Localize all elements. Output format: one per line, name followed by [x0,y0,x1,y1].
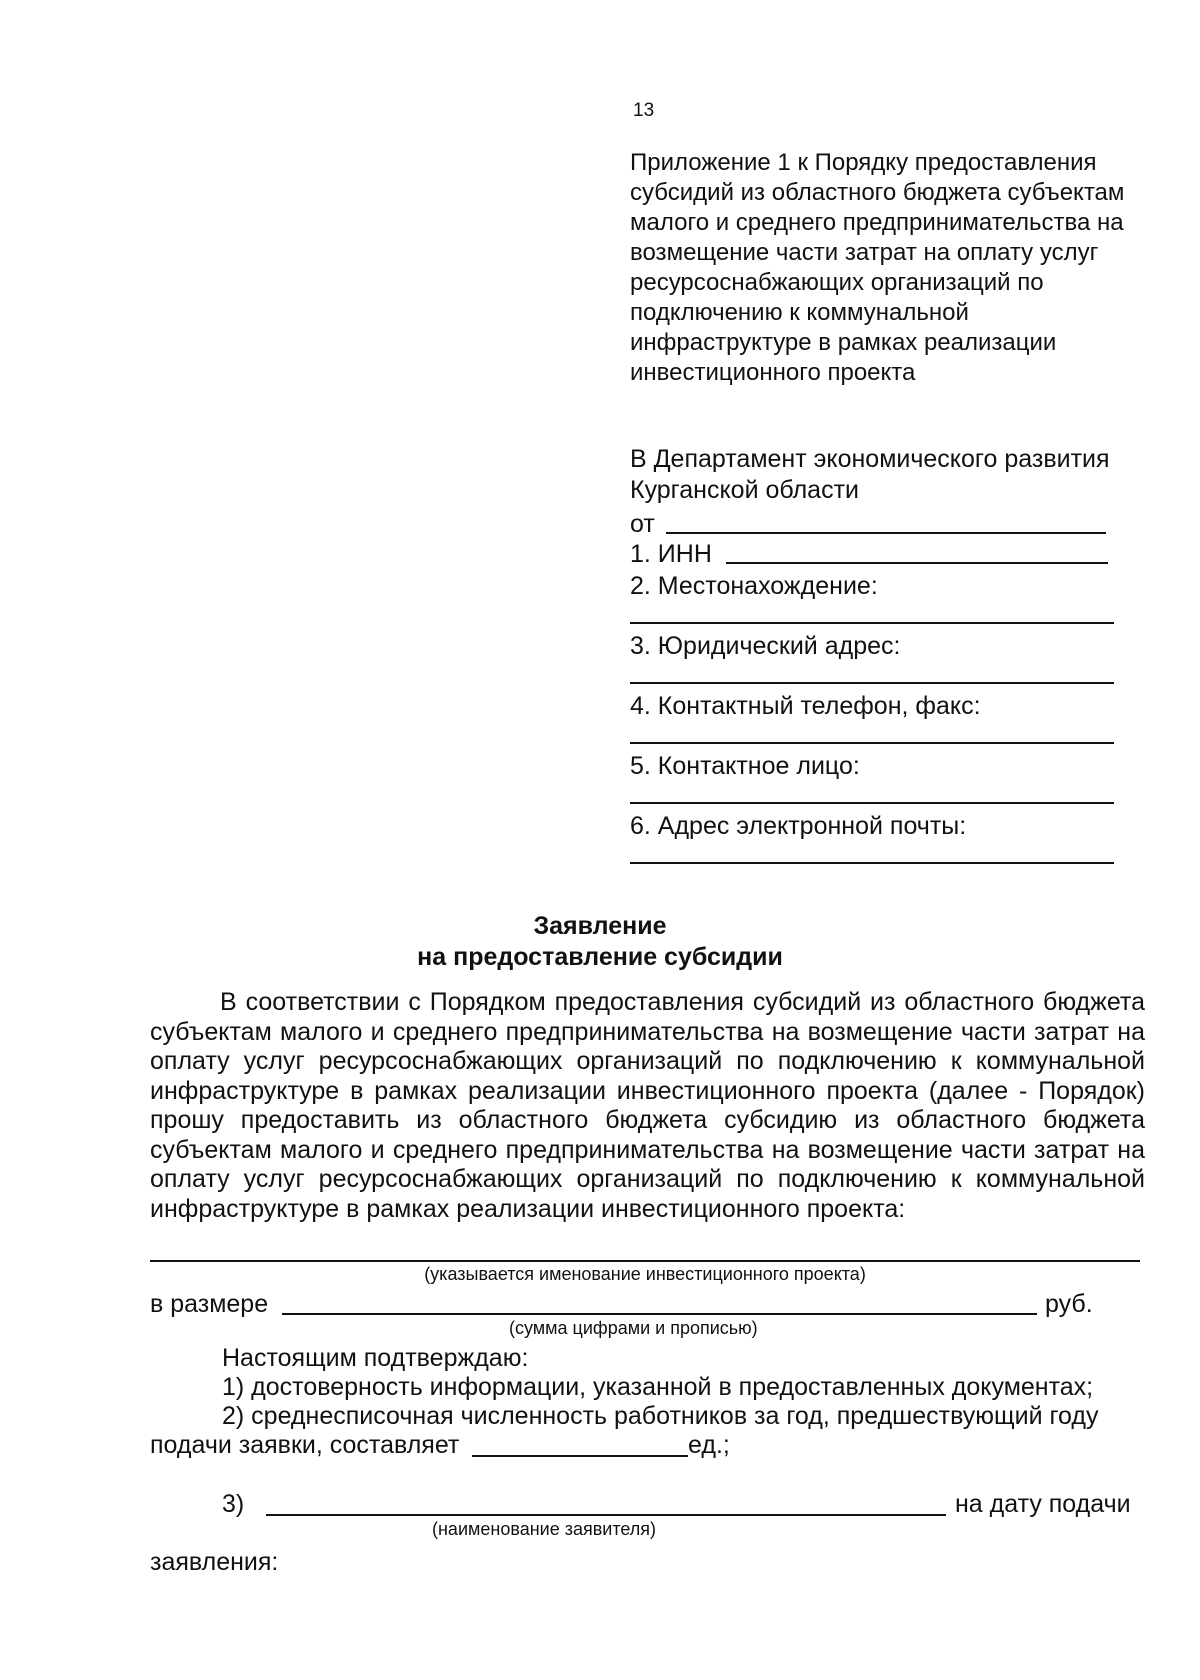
employee-count-line [472,1455,688,1457]
location-label: 2. Местонахождение: [630,572,878,600]
amount-label: в размере [150,1290,269,1318]
confirm-item-3-suffix: на дату подачи [955,1490,1131,1518]
applicant-name-line [266,1514,946,1516]
contact-person-label: 5. Контактное лицо: [630,752,860,780]
phone-line [630,742,1114,744]
legal-address-line [630,682,1114,684]
employee-count-unit: ед.; [688,1431,730,1459]
page-number: 13 [633,100,655,121]
project-name-line [150,1260,1140,1262]
document-title: Заявление [533,912,667,940]
confirm-item-1: 1) достоверность информации, указанной в предоставленных документах; [222,1373,1094,1401]
confirm-item-3-number: 3) [222,1490,245,1518]
confirm-item-2: 2) среднесписочная численность работников за год, предшествующий году [222,1402,1099,1430]
body-paragraph [150,988,1145,1224]
email-line [630,862,1114,864]
appendix-heading: Приложение 1 к Порядку предоставления субсидий из областного бюджета субъектам малого и среднего предпринимательства на возмещение части затрат на оплату услуг ресурсоснабжающих организаций по подключению к коммунальной инфраструктуре в рамках реализации инвестиционного проекта [630,149,1125,386]
contact-person-line [630,802,1114,804]
legal-address-label: 3. Юридический адрес: [630,632,901,660]
confirm-item-3-end: заявления: [150,1548,279,1576]
inn-label: 1. ИНН [630,540,712,568]
amount-caption: (сумма цифрами и прописью) [509,1318,758,1338]
from-label: от [630,510,655,538]
inn-line [726,562,1108,564]
phone-label: 4. Контактный телефон, факс: [630,692,981,720]
location-line [630,622,1114,624]
email-label: 6. Адрес электронной почты: [630,812,967,840]
applicant-caption: (наименование заявителя) [432,1519,657,1539]
body-paragraph-text: В соответствии с Порядком предоставления субсидий из областного бюджета субъектам малого и среднего предпринимательства на возмещение части затрат на оплату услуг ресурсоснабжающих организаций по подключению к коммунальной инфраструктуре в рамках реализации инвестиционного проекта (далее - Порядок) прошу предоставить из областного бюджета субсидию из областного бюджета субъектам малого и среднего предпринимательства на возмещение части затрат на оплату услуг ресурсоснабжающих организаций по подключению к коммунальной инфраструктуре в рамках реализации инвестиционного проекта: [150,988,1145,1223]
project-caption: (указывается именование инвестиционного проекта) [424,1264,866,1284]
confirm-item-2-continued: подачи заявки, составляет [150,1431,460,1459]
amount-unit: руб. [1045,1290,1093,1318]
confirm-intro: Настоящим подтверждаю: [222,1344,529,1372]
document-subtitle: на предоставление субсидии [417,943,783,971]
amount-line [282,1313,1037,1315]
addressee: В Департамент экономического развития Курганской области [630,445,1110,504]
from-line [666,532,1106,534]
